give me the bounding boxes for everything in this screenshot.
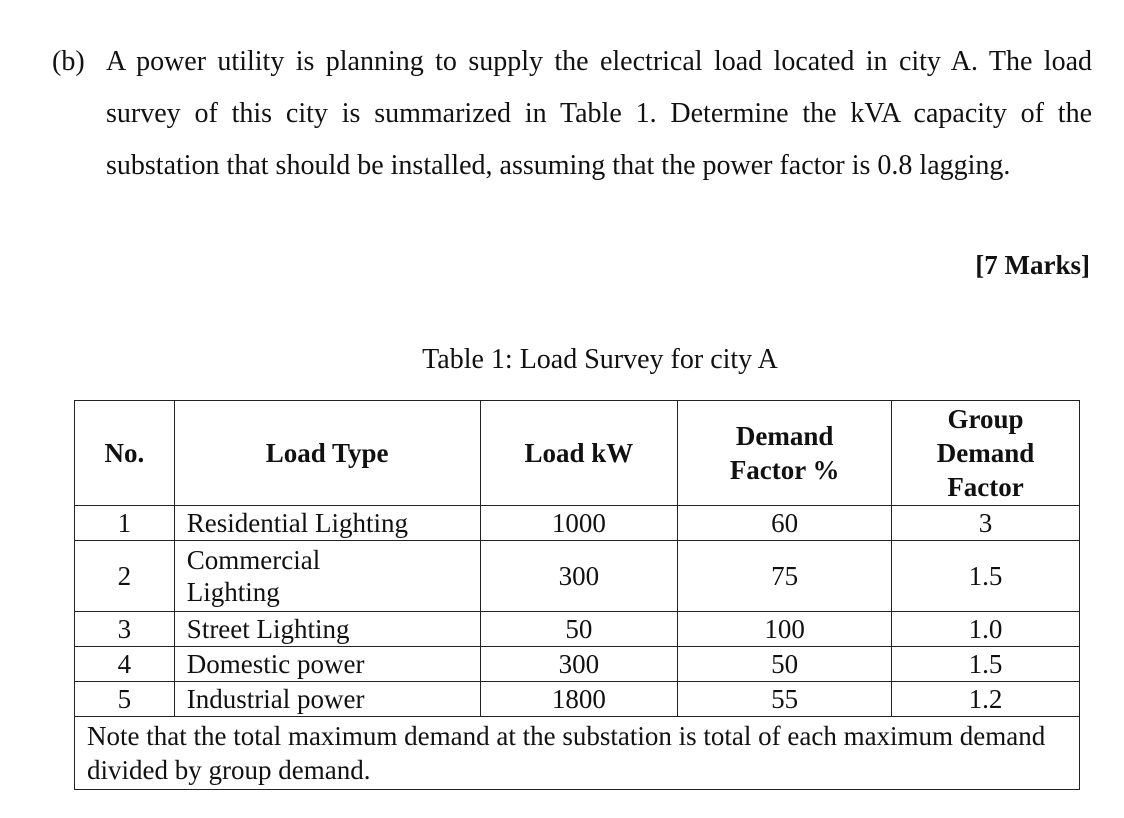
cell-load-kw: 50 (480, 612, 678, 647)
header-load-type: Load Type (174, 401, 480, 506)
cell-group-demand-factor: 3 (892, 506, 1080, 541)
header-load-kw: Load kW (480, 401, 678, 506)
table-row (75, 682, 1080, 717)
cell-load-type: Residential Lighting (174, 506, 480, 541)
table-note-row (75, 717, 1080, 790)
question-block (52, 36, 1092, 192)
question-label: (b) (52, 46, 85, 77)
question-text: A power utility is planning to supply the electrical load located in city A. The load survey of this city is summarized in Table 1. Determine the kVA capacity of the substation that should be installed, assuming that the power factor is 0.8 lagging. (106, 46, 1092, 181)
header-group-demand-factor: Group Demand Factor (892, 401, 1080, 506)
cell-load-type: Commercial Lighting (174, 541, 480, 612)
cell-no: 3 (75, 612, 175, 647)
table-row (75, 647, 1080, 682)
cell-load-kw: 300 (480, 647, 678, 682)
header-no: No. (75, 401, 175, 506)
table-header-row (75, 401, 1080, 506)
load-survey-table (74, 400, 1080, 790)
table-row (75, 506, 1080, 541)
cell-demand-factor: 50 (678, 647, 892, 682)
cell-load-type: Industrial power (174, 682, 480, 717)
cell-no: 4 (75, 647, 175, 682)
cell-no: 2 (75, 541, 175, 612)
cell-load-type: Street Lighting (174, 612, 480, 647)
cell-load-kw: 1000 (480, 506, 678, 541)
cell-group-demand-factor: 1.5 (892, 647, 1080, 682)
cell-no: 5 (75, 682, 175, 717)
cell-load-kw: 300 (480, 541, 678, 612)
table-row (75, 541, 1080, 612)
cell-load-kw: 1800 (480, 682, 678, 717)
cell-no: 1 (75, 506, 175, 541)
table-caption: Table 1: Load Survey for city A (422, 344, 778, 375)
cell-demand-factor: 75 (678, 541, 892, 612)
cell-demand-factor: 60 (678, 506, 892, 541)
cell-group-demand-factor: 1.0 (892, 612, 1080, 647)
table-row (75, 612, 1080, 647)
table-note: Note that the total maximum demand at the substation is total of each maximum demand divided by group demand. (75, 717, 1080, 790)
marks-label: [7 Marks] (975, 250, 1090, 280)
cell-group-demand-factor: 1.2 (892, 682, 1080, 717)
cell-demand-factor: 55 (678, 682, 892, 717)
cell-load-type: Domestic power (174, 647, 480, 682)
header-demand-factor: Demand Factor % (678, 401, 892, 506)
cell-demand-factor: 100 (678, 612, 892, 647)
cell-group-demand-factor: 1.5 (892, 541, 1080, 612)
